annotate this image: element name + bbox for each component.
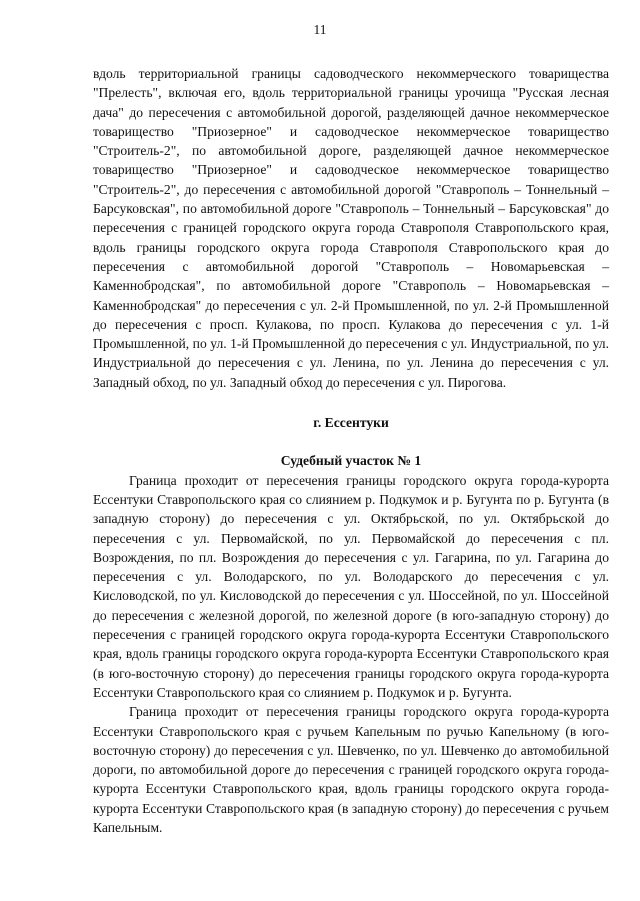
- page-number: 11: [313, 22, 327, 37]
- section-heading: Судебный участок № 1: [280, 453, 422, 469]
- document-body: [93, 64, 609, 837]
- intro-paragraph: вдоль территориальной границы садоводческого некоммерческого товарищества "Прелесть", включая его, вдоль территориальной границы урочища "Русская лесная дача" до пересечения с автомобильной дорогой, разделяющей дачное некоммерческое товарищество "Приозерное" и садоводческое некоммерческое товарищество "Строитель-2", по автомобильной дороге, разделяющей дачное некоммерческое товарищество "Приозерное" и садоводческое некоммерческое товарищество "Строитель-2", до пересечения с автомобильной дорогой "Ставрополь – Тоннельный – Барсуковская", по автомобильной дороге "Ставрополь – Тоннельный – Барсуковская" до пересечения с границей городского округа города Ставрополя Ставропольского края, вдоль границы городского округа города Ставрополя Ставропольского края до пересечения с автомобильной дорогой "Ставрополь – Новомарьевская – Каменнобродская", по автомобильной дороге "Ставрополь – Новомарьевская – Каменнобродская" до пересечения с ул. 2-й Промышленной, по ул. 2-й Промышленной до пересечения с просп. Кулакова, по просп. Кулакова до пересечения с ул. 1-й Промышленной, по ул. 1-й Промышленной до пересечения с ул. Индустриальной, по ул. Индустриальной до пересечения с ул. Ленина, по ул. Ленина до пересечения с ул. Западный обход, по ул. Западный обход до пересечения с ул. Пирогова.: [93, 66, 609, 390]
- city-heading: г. Ессентуки: [313, 415, 389, 431]
- boundary-paragraph-1: Граница проходит от пересечения границы городского округа города-курорта Ессентуки Ставропольского края со слиянием р. Подкумок и р. Бугунта по р. Бугунта (в западную сторону) до пересечения с ул. Октябрьской, по ул. Октябрьской до пересечения с ул. Первомайской, по ул. Первомайской до пересечения с пл. Возрождения, по пл. Возрождения до пересечения с ул. Гагарина, по ул. Гагарина до пересечения с ул. Володарского, по ул. Володарского до пересечения с ул. Кисловодской, по ул. Кисловодской до пересечения с ул. Шоссейной, по ул. Шоссейной до пересечения с железной дорогой, по железной дороге (в юго-западную сторону) до пересечения с границей городского округа города-курорта Ессентуки Ставропольского края, вдоль границы городского округа города-курорта Ессентуки Ставропольского края (в юго-восточную сторону) до пересечения границы городского округа города-курорта Ессентуки Ставропольского края со слиянием р. Подкумок и р. Бугунта.: [93, 472, 609, 700]
- boundary-paragraph-2: Граница проходит от пересечения границы городского округа города-курорта Ессентуки Ставропольского края с ручьем Капельным по ручью Капельному (в юго-восточную сторону) до пересечения с ул. Шевченко, по ул. Шевченко до автомобильной дороги, по автомобильной дороге до пересечения с границей городского округа города-курорта Ессентуки Ставропольского края, вдоль границы городского округа города-курорта Ессентуки Ставропольского края (в западную сторону) до пересечения с ручьем Капельным.: [93, 704, 609, 835]
